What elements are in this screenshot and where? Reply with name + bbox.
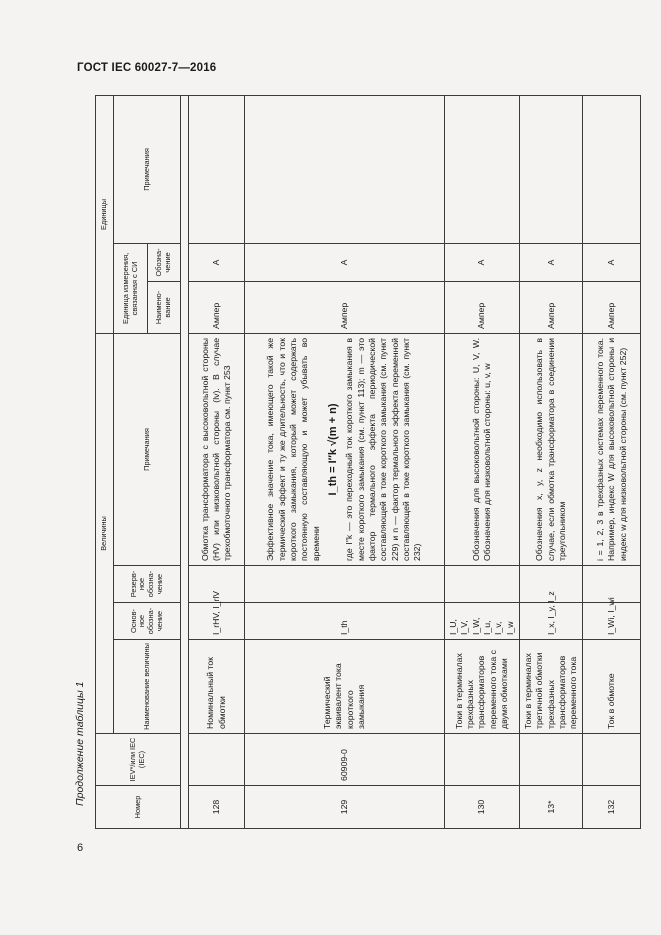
row-quantity-name: Термический эквивалент тока короткого замыкания <box>245 640 445 734</box>
row-number: 129 <box>245 786 445 829</box>
header-quantities-group: Величины <box>96 333 114 733</box>
row-unit-symbol: А <box>445 243 520 281</box>
row-unit-name: Ампер <box>245 281 445 333</box>
document-header: ГОСТ IEC 60027-7—2016 <box>77 62 217 74</box>
note-text: i = 1, 2, 3 в трехфазных системах переменного тока. Например, индекс W для высоковольтной стороны и индекс w для низковольтной стороны (см. пункт 252) <box>594 337 628 561</box>
row-unit-symbol: А <box>245 243 445 281</box>
note-text: Обозначения x, y, z необходимо использовать в случае, если обмотка трансформатора в соединении треугольником <box>534 337 567 561</box>
page-number: 6 <box>77 842 84 854</box>
note-text: Обозначения для высоковольтной стороны: U, V, W. Обозначения для низковольтной стороны: u, v, w <box>470 337 492 561</box>
row-iev <box>189 734 245 786</box>
table-continuation-label: Продолжение таблицы 1 <box>74 681 86 806</box>
table-row <box>519 95 583 828</box>
header-unit-symbol: Обозна-чение <box>148 243 181 281</box>
rotated-table-container <box>95 96 628 829</box>
row-iev <box>583 734 641 786</box>
row-number: 132 <box>583 786 641 829</box>
row-main-symbol: I_Wi, I_wi <box>583 603 641 640</box>
row-number: 128 <box>189 786 245 829</box>
row-main-symbol: I_x, I_y, I_z <box>519 603 583 640</box>
header-units-group: Единицы <box>96 95 114 333</box>
row-note <box>245 333 445 565</box>
row-main-symbol: I_U, I_V, I_W, I_u, I_v, I_w <box>445 603 520 640</box>
row-unit-name: Ампер <box>189 281 245 333</box>
header-si-units: Единица измерения, связанная с СИ <box>114 243 148 333</box>
row-unit-name: Ампер <box>519 281 583 333</box>
note-text: Обмотка трансформатора с высоковольтной стороны (HV) или низковольтной стороны (lv). В случае трехобмоточного трансформатора см. пункт 253 <box>199 337 233 561</box>
row-unit-note <box>519 95 583 243</box>
row-unit-note <box>245 95 445 243</box>
header-iev: IEV*/или IEC (IEC) <box>96 734 181 786</box>
row-unit-symbol: А <box>519 243 583 281</box>
row-iev <box>519 734 583 786</box>
quantities-table <box>95 95 641 829</box>
row-quantity-name: Ток в обмотке <box>583 640 641 734</box>
row-main-symbol: I_rHV, I_rlV <box>189 603 245 640</box>
row-note <box>445 333 520 565</box>
row-unit-symbol: А <box>189 243 245 281</box>
row-iev: 60909-0 <box>245 734 445 786</box>
row-number: 130 <box>445 786 520 829</box>
row-unit-symbol: А <box>583 243 641 281</box>
table-row <box>245 95 445 828</box>
row-iev <box>445 734 520 786</box>
row-quantity-name: Номинальный ток обмотки <box>189 640 245 734</box>
row-quantity-name: Токи в терминалах третичной обмотки трехфазных трансформаторов переменного тока <box>519 640 583 734</box>
header-number: Номер <box>96 786 181 829</box>
note-text-continued: где I″k — это переходный ток короткого замыкания в месте короткого замыкания (см. пункт 113); m — это фактор термального эффекта периодической составляющей в токе короткого замыкания (см. пункт 229) и n — фактор термального эффекта переменной составляющей в токе короткого замыкания (см. пункт 232) <box>344 337 423 561</box>
row-reserve-symbol <box>245 566 445 603</box>
thermal-current-formula: I_th = I″k √(m + n) <box>327 403 340 496</box>
header-unit-name: Наимено-вание <box>148 281 181 333</box>
table-row <box>445 95 520 828</box>
header-unit-notes: Примечания <box>114 95 181 243</box>
row-quantity-name: Токи в терминалах трехфазных трансформаторов переменного тока с двумя обмотками <box>445 640 520 734</box>
row-note <box>519 333 583 565</box>
row-unit-note <box>583 95 641 243</box>
note-text: Эффективное значение тока, имеющего такой же термический эффект и ту же длительность, что и ток короткого замыкания, который может содержать постоянную составляющую и может убывать во времени <box>265 337 321 561</box>
header-reserve-symbol: Резерв-ное обозна-чение <box>114 566 181 603</box>
row-number: 13* <box>519 786 583 829</box>
row-reserve-symbol <box>445 566 520 603</box>
row-unit-name: Ампер <box>583 281 641 333</box>
row-note <box>189 333 245 565</box>
table-row <box>583 95 641 828</box>
row-unit-note <box>189 95 245 243</box>
row-main-symbol: I_th <box>245 603 445 640</box>
header-notes: Примечания <box>114 333 181 565</box>
header-main-symbol: Основ-ное обозна-чение <box>114 603 181 640</box>
header-quantity-name: Наименование величины <box>114 640 181 734</box>
table-row <box>189 95 245 828</box>
row-unit-note <box>445 95 520 243</box>
row-unit-name: Ампер <box>445 281 520 333</box>
row-note <box>583 333 641 565</box>
